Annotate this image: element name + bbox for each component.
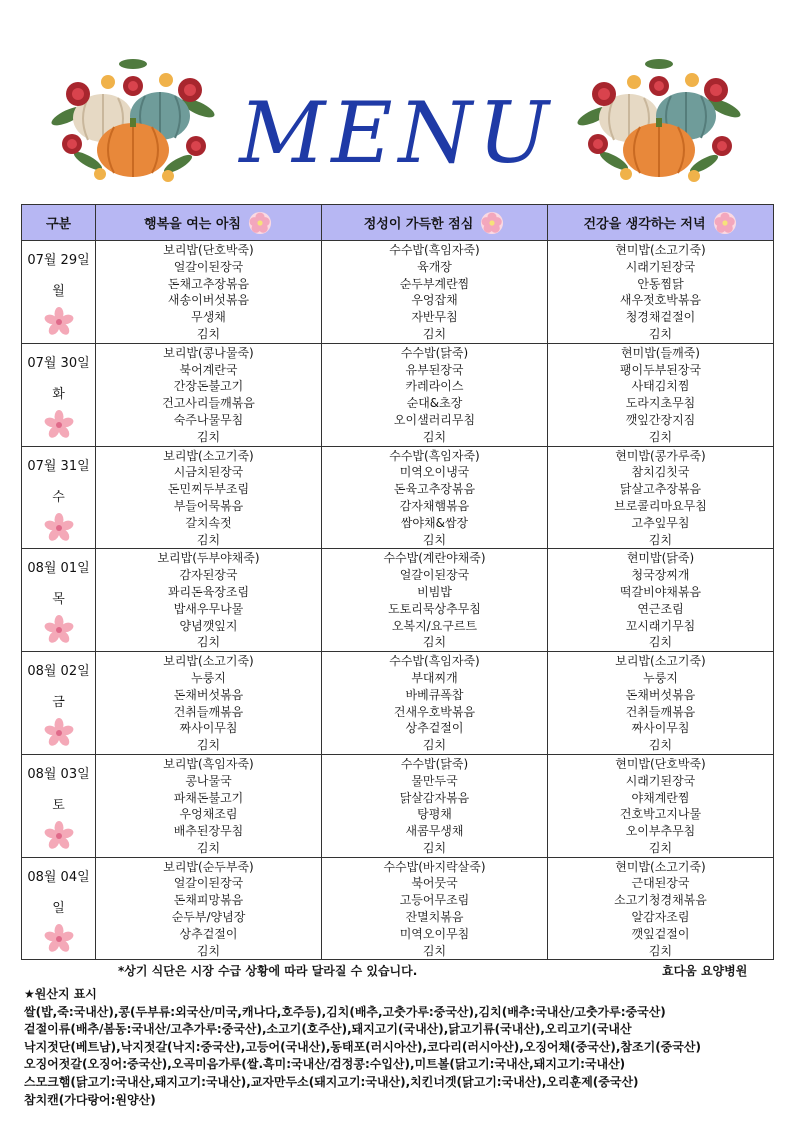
menu-item: 돈육고추장볶음	[393, 482, 476, 497]
menu-item: 시금치된장국	[173, 465, 244, 480]
menu-item: 얼갈이된장국	[173, 259, 244, 274]
menu-item: 갈치속젓	[185, 515, 232, 530]
day-weekday: 일	[52, 900, 65, 916]
menu-item: 김치	[196, 635, 221, 650]
meal-cell-lunch	[322, 754, 548, 857]
menu-item: 돈채고추장볶음	[167, 276, 250, 291]
meal-cell-lunch	[322, 241, 548, 344]
menu-item: 깻잎겉절이	[631, 926, 690, 941]
menu-item: 밥새우무나물	[173, 601, 244, 616]
menu-item: 수수밥(닭죽)	[400, 756, 469, 771]
meal-cell-breakfast	[96, 343, 322, 446]
header-category: 구분	[22, 205, 96, 241]
menu-item: 누룽지	[191, 670, 226, 685]
menu-item: 바베큐폭찹	[405, 687, 464, 702]
hospital-name: 효다움 요양병원	[662, 964, 748, 978]
header-breakfast: 행복을 여는 아침	[96, 205, 322, 241]
menu-item: 오이샐러리무침	[393, 412, 476, 427]
menu-item: 보리밥(순두부죽)	[163, 859, 254, 874]
day-weekday: 목	[52, 592, 65, 608]
menu-item: 미역오이냉국	[399, 465, 470, 480]
menu-item: 건고사리들깨볶음	[162, 396, 255, 411]
day-weekday: 월	[52, 284, 65, 299]
menu-item: 오복지/요구르트	[391, 618, 478, 633]
menu-item: 김치	[422, 635, 447, 650]
menu-item: 고등어무조림	[399, 893, 470, 908]
pumpkin-flower-bouquet-icon	[574, 46, 744, 186]
menu-item: 사태김치찜	[631, 379, 690, 394]
menu-item: 보리밥(콩나물죽)	[163, 345, 254, 360]
origin-line: 스모크햄(닭고기:국내산,돼지고기:국내산),교자만두소(돼지고기:국내산),치킨너겟(닭고기:국내산),오리훈제(중국산)	[24, 1074, 639, 1089]
meal-cell-dinner	[548, 857, 774, 960]
menu-item: 새송이버섯볶음	[167, 293, 250, 308]
menu-item: 야채계란찜	[631, 790, 690, 805]
menu-item: 보리밥(소고기죽)	[615, 654, 706, 669]
menu-item: 근대된장국	[631, 876, 690, 891]
menu-item: 자반무침	[411, 310, 458, 325]
menu-item: 우엉채조림	[179, 807, 238, 822]
meal-cell-breakfast	[96, 446, 322, 549]
pink-blossom-icon	[44, 718, 74, 748]
menu-item: 수수밥(닭죽)	[400, 345, 469, 360]
menu-item: 파채돈불고기	[173, 790, 244, 805]
day-label-cell	[22, 446, 96, 549]
day-weekday: 화	[52, 386, 65, 402]
menu-item: 짜사이무침	[179, 721, 238, 736]
menu-item: 도라지초무침	[625, 396, 696, 411]
day-row	[22, 549, 774, 652]
menu-item: 떡갈비야채볶음	[619, 584, 702, 599]
day-row	[22, 241, 774, 344]
meal-cell-lunch	[322, 549, 548, 652]
menu-item: 상추겉절이	[179, 926, 238, 941]
menu-item: 양념깻잎지	[179, 618, 238, 633]
day-date: 07월 29일	[27, 253, 90, 268]
menu-item: 짜사이무침	[631, 721, 690, 736]
menu-item: 수수밥(바지락살죽)	[383, 859, 486, 874]
menu-item: 건취들깨볶음	[173, 704, 244, 719]
origin-line: 오징어젓갈(오징어:중국산),오곡미음가루(쌀.흑미:국내산/검정콩:수입산),미트볼(닭고기:국내산,돼지고기:국내산)	[24, 1057, 626, 1072]
menu-item: 수수밥(흑임자죽)	[389, 654, 480, 669]
menu-title: MENU	[239, 84, 555, 182]
day-row	[22, 857, 774, 960]
menu-item: 김치	[422, 326, 447, 341]
menu-item: 현미밥(소고기죽)	[615, 859, 706, 874]
day-label-cell	[22, 549, 96, 652]
menu-item: 김치	[196, 532, 221, 547]
menu-item: 김치	[422, 532, 447, 547]
day-weekday: 수	[52, 489, 65, 505]
day-row	[22, 754, 774, 857]
menu-item: 수수밥(계란야채죽)	[383, 551, 486, 566]
menu-item: 김치	[196, 840, 221, 855]
menu-item: 닭살감자볶음	[399, 790, 470, 805]
origin-label-section	[24, 986, 774, 1109]
header-lunch: 정성이 가득한 점심	[322, 205, 548, 241]
day-date: 07월 31일	[27, 458, 90, 474]
menu-item: 김치	[648, 840, 673, 855]
menu-item: 오이부추무침	[625, 824, 696, 839]
origin-line: 참치캔(가다랑어:원양산)	[24, 1092, 156, 1107]
menu-item: 배추된장무침	[173, 824, 244, 839]
menu-item: 팽이두부된장국	[619, 362, 702, 377]
menu-item: 누룽지	[643, 670, 678, 685]
menu-item: 순두부계란찜	[399, 276, 470, 291]
menu-item: 안동찜닭	[637, 276, 684, 291]
meal-cell-dinner	[548, 549, 774, 652]
menu-item: 김치	[422, 840, 447, 855]
day-row	[22, 652, 774, 755]
menu-item: 꽈리돈육장조림	[167, 584, 250, 599]
menu-item: 감자된장국	[179, 568, 238, 583]
day-weekday: 토	[52, 797, 65, 813]
menu-item: 보리밥(소고기죽)	[163, 448, 254, 463]
menu-item: 김치	[648, 943, 673, 958]
meal-cell-dinner	[548, 754, 774, 857]
menu-item: 청경채겉절이	[625, 310, 696, 325]
day-label-cell	[22, 652, 96, 755]
meal-cell-dinner	[548, 343, 774, 446]
table-header-row	[22, 205, 774, 241]
menu-item: 김치	[648, 532, 673, 547]
meal-cell-breakfast	[96, 549, 322, 652]
menu-item: 잔멸치볶음	[405, 910, 464, 925]
menu-item: 김치	[422, 429, 447, 444]
menu-item: 건새우호박볶음	[393, 704, 476, 719]
meal-cell-dinner	[548, 652, 774, 755]
meal-cell-lunch	[322, 652, 548, 755]
menu-item: 새우젓호박볶음	[619, 293, 702, 308]
menu-notice: *상기 식단은 시장 수급 상황에 따라 달라질 수 있습니다.	[118, 964, 418, 978]
menu-item: 시래기된장국	[625, 773, 696, 788]
menu-item: 청국장찌개	[631, 568, 690, 583]
menu-item: 현미밥(들깨죽)	[621, 345, 700, 360]
menu-item: 김치	[196, 429, 221, 444]
day-row	[22, 446, 774, 549]
pink-blossom-icon	[44, 821, 74, 851]
menu-item: 소고기청경채볶음	[614, 893, 707, 908]
day-label-cell	[22, 754, 96, 857]
pink-flower-icon	[479, 210, 505, 236]
menu-item: 북어계란국	[179, 362, 238, 377]
menu-item: 건취들깨볶음	[625, 704, 696, 719]
meal-cell-lunch	[322, 446, 548, 549]
weekly-menu-table	[21, 204, 774, 960]
meal-cell-breakfast	[96, 857, 322, 960]
menu-item: 닭살고추장볶음	[619, 482, 702, 497]
menu-item: 얼갈이된장국	[399, 568, 470, 583]
menu-item: 감자채햄볶음	[399, 498, 470, 513]
pink-flower-icon	[247, 210, 273, 236]
menu-item: 도토리묵상추무침	[388, 601, 481, 616]
menu-item: 물만두국	[411, 773, 458, 788]
menu-item: 부들어묵볶음	[173, 498, 244, 513]
menu-item: 상추겉절이	[405, 721, 464, 736]
pink-flower-icon	[712, 210, 738, 236]
pink-blossom-icon	[44, 615, 74, 645]
day-date: 08월 04일	[27, 869, 90, 885]
day-date: 08월 01일	[27, 561, 90, 577]
menu-item: 브로콜리마요무침	[614, 498, 707, 513]
menu-item: 김치	[196, 738, 221, 753]
menu-item: 숙주나물무침	[173, 412, 244, 427]
menu-item: 보리밥(두부야채죽)	[157, 551, 260, 566]
menu-item: 김치	[648, 429, 673, 444]
menu-item: 현미밥(닭죽)	[626, 551, 695, 566]
menu-item: 현미밥(소고기죽)	[615, 243, 706, 257]
menu-item: 꼬시래기무침	[625, 618, 696, 633]
menu-item: 알감자조림	[631, 910, 690, 925]
pink-blossom-icon	[44, 410, 74, 440]
menu-item: 콩나물국	[185, 773, 232, 788]
menu-item: 김치	[648, 738, 673, 753]
day-label-cell	[22, 857, 96, 960]
menu-item: 깻잎간장지짐	[625, 412, 696, 427]
menu-item: 육개장	[417, 259, 452, 274]
menu-item: 수수밥(흑임자죽)	[389, 243, 480, 257]
menu-item: 보리밥(흑임자죽)	[163, 756, 254, 771]
menu-item: 고추잎무침	[631, 515, 690, 530]
origin-line: 겉절이류(배추/봄동:국내산/고추가루:중국산),소고기(호주산),돼지고기(국내산),닭고기류(국내산),오리고기(국내산	[24, 1022, 632, 1037]
menu-item: 김치	[648, 635, 673, 650]
pink-blossom-icon	[44, 307, 74, 337]
menu-item: 보리밥(소고기죽)	[163, 654, 254, 669]
day-weekday: 금	[52, 695, 65, 711]
menu-item: 돈채버섯볶음	[173, 687, 244, 702]
menu-item: 부대찌개	[411, 670, 458, 685]
menu-item: 김치	[422, 943, 447, 958]
menu-item: 돈민찌두부조림	[167, 482, 250, 497]
meal-cell-dinner	[548, 241, 774, 344]
menu-item: 건호박고지나물	[619, 807, 702, 822]
origin-line: 쌀(밥,죽:국내산),콩(두부류:외국산/미국,캐나다,호주등),김치(배추,고춧가루:중국산),김치(배추:국내산/고춧가루:중국산)	[24, 1004, 666, 1019]
meal-cell-lunch	[322, 857, 548, 960]
origin-line: 낙지젓단(베트남),낙지젓갈(낙지:중국산),고등어(국내산),동태포(러시아산),코다리(러시아산),오징어채(중국산),참조기(중국산)	[24, 1039, 701, 1054]
meal-cell-breakfast	[96, 241, 322, 344]
menu-item: 우엉잡채	[411, 293, 458, 308]
day-label-cell	[22, 241, 96, 344]
meal-cell-breakfast	[96, 652, 322, 755]
menu-item: 유부된장국	[405, 362, 464, 377]
day-label-cell	[22, 343, 96, 446]
menu-item: 현미밥(단호박죽)	[615, 756, 706, 771]
menu-item: 김치	[196, 943, 221, 958]
menu-item: 돈채피망볶음	[173, 893, 244, 908]
day-date: 07월 30일	[27, 355, 90, 371]
menu-item: 돈채버섯볶음	[625, 687, 696, 702]
menu-item: 간장돈불고기	[173, 379, 244, 394]
menu-item: 쌈야채&쌈장	[400, 515, 469, 530]
menu-item: 시래기된장국	[625, 259, 696, 274]
pumpkin-flower-bouquet-icon	[48, 46, 218, 186]
menu-item: 보리밥(단호박죽)	[163, 243, 254, 257]
menu-item: 무생채	[191, 310, 226, 325]
pink-blossom-icon	[44, 513, 74, 543]
origin-line: ★원산지 표시	[24, 987, 97, 1001]
menu-item: 카레라이스	[405, 379, 464, 394]
menu-item: 비빔밥	[417, 584, 452, 599]
menu-item: 수수밥(흑임자죽)	[389, 448, 480, 463]
meal-cell-breakfast	[96, 754, 322, 857]
day-date: 08월 03일	[27, 766, 90, 782]
menu-item: 북어뭇국	[411, 876, 458, 891]
menu-item: 얼갈이된장국	[173, 876, 244, 891]
menu-item: 김치	[196, 326, 221, 341]
day-date: 08월 02일	[27, 664, 90, 680]
menu-item: 현미밥(콩가루죽)	[615, 448, 706, 463]
meal-cell-lunch	[322, 343, 548, 446]
menu-item: 탕평채	[417, 807, 452, 822]
menu-item: 순대&초장	[406, 396, 463, 411]
pink-blossom-icon	[44, 924, 74, 954]
menu-header	[0, 0, 794, 200]
menu-item: 김치	[422, 738, 447, 753]
menu-item: 연근조림	[637, 601, 684, 616]
day-row	[22, 343, 774, 446]
menu-item: 참치김칫국	[631, 465, 690, 480]
meal-cell-dinner	[548, 446, 774, 549]
menu-item: 미역오이무침	[399, 926, 470, 941]
menu-item: 새콤무생채	[405, 824, 464, 839]
header-dinner: 건강을 생각하는 저녁	[548, 205, 774, 241]
menu-item: 김치	[648, 326, 673, 341]
menu-item: 순두부/양념장	[171, 910, 246, 925]
